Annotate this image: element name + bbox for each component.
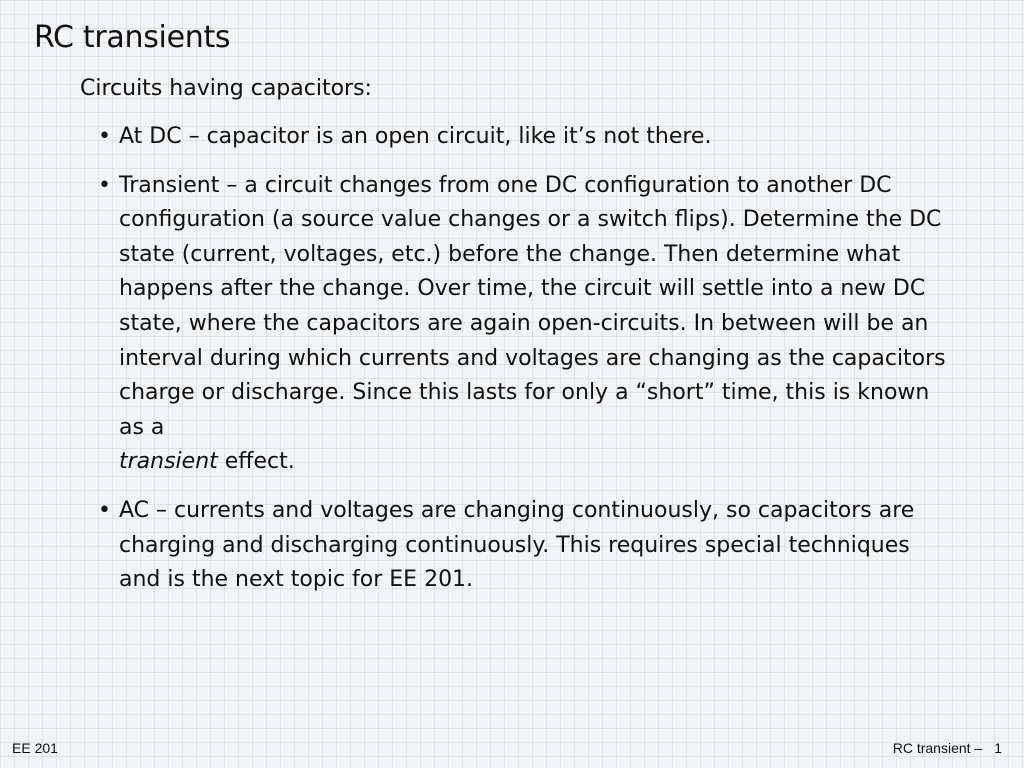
slide-intro: Circuits having capacitors: [80,76,372,101]
bullet-emphasis: transient [119,449,218,475]
slide-title: RC transients [34,20,231,55]
bullet-text: AC – currents and voltages are changing continuously, so capacitors are charging and discharging continuously. This requires special techniques and is the next topic for EE 201. [119,497,915,593]
bullet-item-ac [98,494,948,598]
bullet-icon: • [98,172,111,198]
bullet-icon: • [98,497,111,523]
bullet-item-dc [98,120,948,155]
bullet-icon: • [98,124,111,149]
bullet-list [98,120,948,612]
bullet-text-tail: effect. [217,449,295,475]
bullet-item-transient [98,169,948,480]
footer-section: RC transient – [892,740,983,756]
footer-page-info [893,740,1002,756]
footer-course: EE 201 [12,740,58,756]
bullet-text: At DC – capacitor is an open circuit, like it’s not there. [119,124,712,149]
bullet-text: Transient – a circuit changes from one DC configuration to another DC configuration (a source value changes or a switch flips). Determine the DC state (current, voltages, etc.) before the change. Then determine what happens after the change. Over time, the circuit will settle into a new DC state, where the capacitors are again open-circuits. In between will be an interval during which currents and voltages are changing as the capacitors charge or discharge. Since this lasts for only a “short” time, this is known as a [119,172,946,440]
footer-page-number: 1 [994,740,1002,756]
